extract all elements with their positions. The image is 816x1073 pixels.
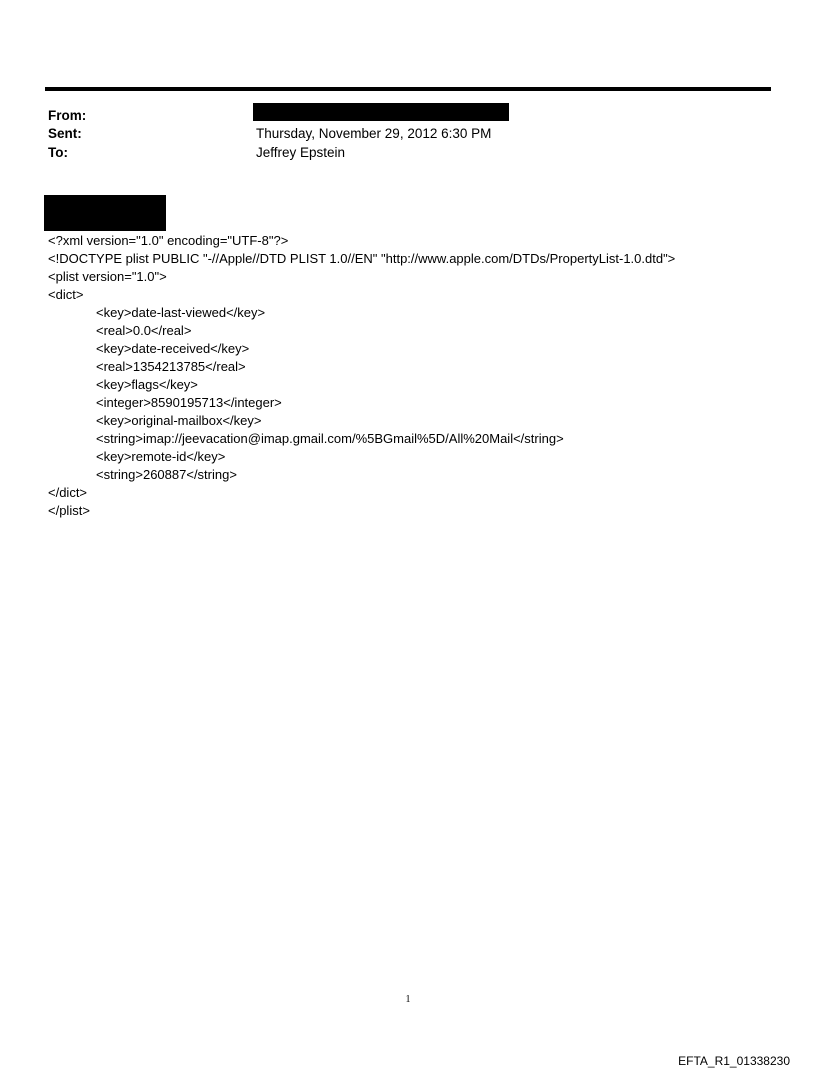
plist-body [48,232,788,520]
bates-number: EFTA_R1_01338230 [678,1054,790,1068]
body-line: <real>1354213785</real> [96,359,246,374]
body-line: </plist> [48,503,90,518]
body-line: <string>imap://jeevacation@imap.gmail.com/%5BGmail%5D/All%20Mail</string> [96,431,564,446]
body-line: <?xml version="1.0" encoding="UTF-8"?> [48,233,289,248]
header-divider [45,87,771,91]
page-number: 1 [405,994,411,1005]
body-line: <integer>8590195713</integer> [96,395,282,410]
from-redaction [253,103,509,121]
body-line: <dict> [48,287,84,302]
body-line: <!DOCTYPE plist PUBLIC "-//Apple//DTD PLIST 1.0//EN" "http://www.apple.com/DTDs/PropertyList-1.0.dtd"> [48,251,676,266]
body-line: <key>original-mailbox</key> [96,413,262,428]
body-line: <plist version="1.0"> [48,269,167,284]
body-line: <real>0.0</real> [96,323,192,338]
body-redaction [44,195,166,231]
sent-value: Thursday, November 29, 2012 6:30 PM [256,126,492,141]
body-line: <string>260887</string> [96,467,237,482]
body-line: <key>remote-id</key> [96,449,226,464]
body-line: </dict> [48,485,88,500]
body-line: <key>flags</key> [96,377,198,392]
sent-label: Sent: [48,126,82,141]
to-label: To: [48,145,68,160]
to-value: Jeffrey Epstein [256,145,346,160]
body-line: <key>date-last-viewed</key> [96,305,266,320]
from-label: From: [48,108,87,123]
body-line: <key>date-received</key> [96,341,250,356]
